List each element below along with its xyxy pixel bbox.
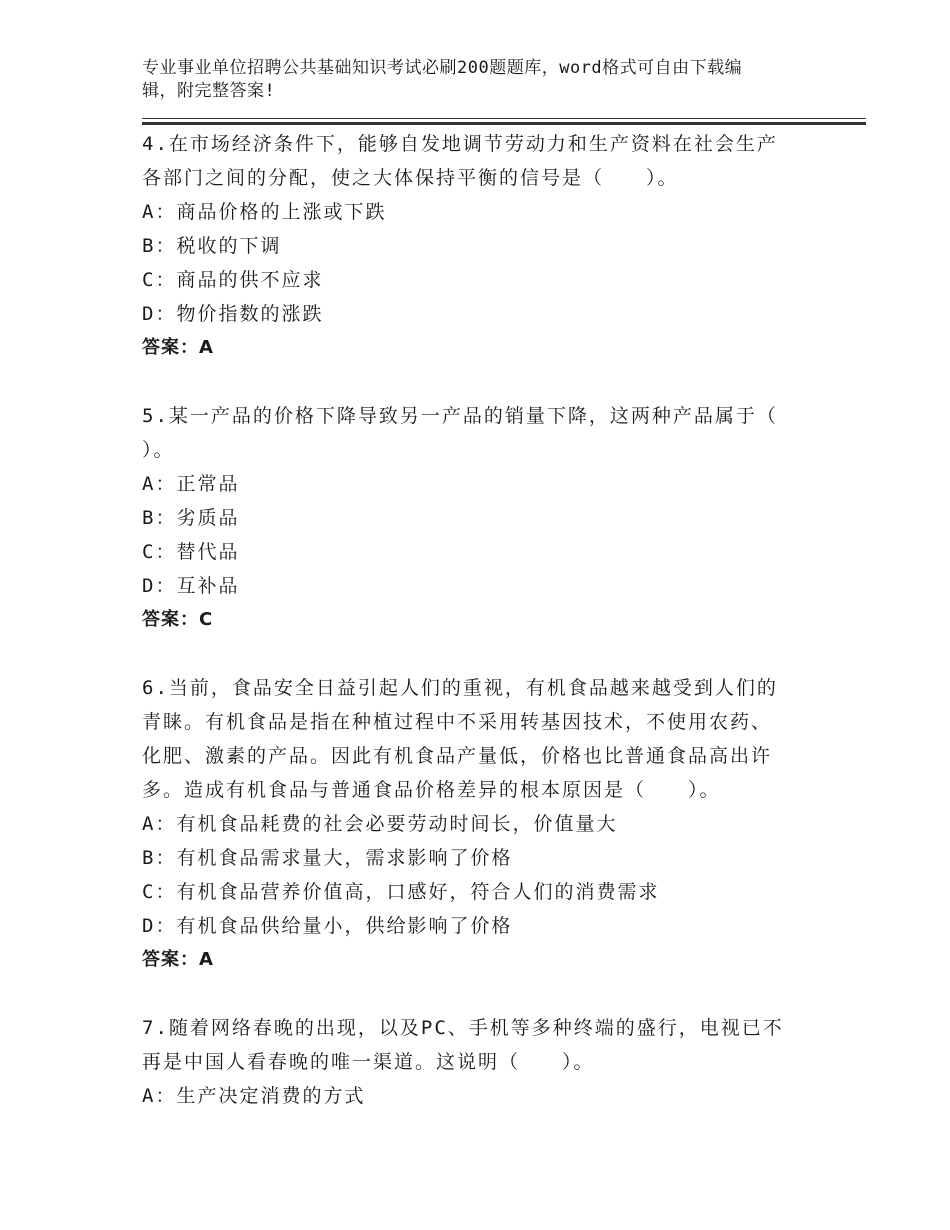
header-rule-thick	[142, 122, 866, 125]
option-a: A：正常品	[142, 473, 240, 495]
question-5	[142, 399, 822, 637]
option-c: C：有机食品营养价值高，口感好，符合人们的消费需求	[142, 881, 660, 903]
header-line-2: 辑，附完整答案!	[142, 81, 276, 101]
question-stem-line: 7.随着网络春晚的出现，以及PC、手机等多种终端的盛行，电视已不	[142, 1017, 784, 1039]
answer-label: 答案：A	[142, 949, 214, 970]
option-d: D：有机食品供给量小，供给影响了价格	[142, 915, 513, 937]
question-stem-line: 各部门之间的分配，使之大体保持平衡的信号是（ ）。	[142, 167, 679, 189]
question-stem-line: 5.某一产品的价格下降导致另一产品的销量下降，这两种产品属于（	[142, 405, 778, 427]
question-4	[142, 127, 822, 365]
question-6	[142, 671, 822, 977]
option-b: B：有机食品需求量大，需求影响了价格	[142, 847, 513, 869]
question-stem-line: 4.在市场经济条件下，能够自发地调节劳动力和生产资料在社会生产	[142, 133, 778, 155]
answer-label: 答案：A	[142, 337, 214, 358]
option-d: D：物价指数的涨跌	[142, 303, 324, 325]
option-a: A：生产决定消费的方式	[142, 1085, 366, 1107]
question-stem-line: 化肥、激素的产品。因此有机食品产量低，价格也比普通食品高出许	[142, 745, 773, 767]
question-spacer	[142, 365, 822, 399]
document-header	[142, 57, 802, 103]
question-list	[142, 127, 822, 1113]
option-b: B：税收的下调	[142, 235, 282, 257]
header-line-1: 专业事业单位招聘公共基础知识考试必刷200题题库，word格式可自由下载编	[142, 58, 743, 78]
option-a: A：有机食品耗费的社会必要劳动时间长，价值量大	[142, 813, 618, 835]
question-stem-line: ）。	[142, 439, 175, 461]
question-stem-line: 再是中国人看春晚的唯一渠道。这说明（ ）。	[142, 1051, 595, 1073]
question-stem-line: 多。造成有机食品与普通食品价格差异的根本原因是（ ）。	[142, 779, 721, 801]
question-stem-line: 6.当前，食品安全日益引起人们的重视，有机食品越来越受到人们的	[142, 677, 778, 699]
option-c: C：替代品	[142, 541, 240, 563]
option-a: A：商品价格的上涨或下跌	[142, 201, 387, 223]
option-b: B：劣质品	[142, 507, 240, 529]
option-c: C：商品的供不应求	[142, 269, 324, 291]
question-stem-line: 青睐。有机食品是指在种植过程中不采用转基因技术，不使用农药、	[142, 711, 773, 733]
question-spacer	[142, 637, 822, 671]
question-7	[142, 1011, 822, 1113]
answer-label: 答案：C	[142, 609, 214, 630]
question-spacer	[142, 977, 822, 1011]
option-d: D：互补品	[142, 575, 240, 597]
header-rule-thin	[142, 118, 866, 119]
